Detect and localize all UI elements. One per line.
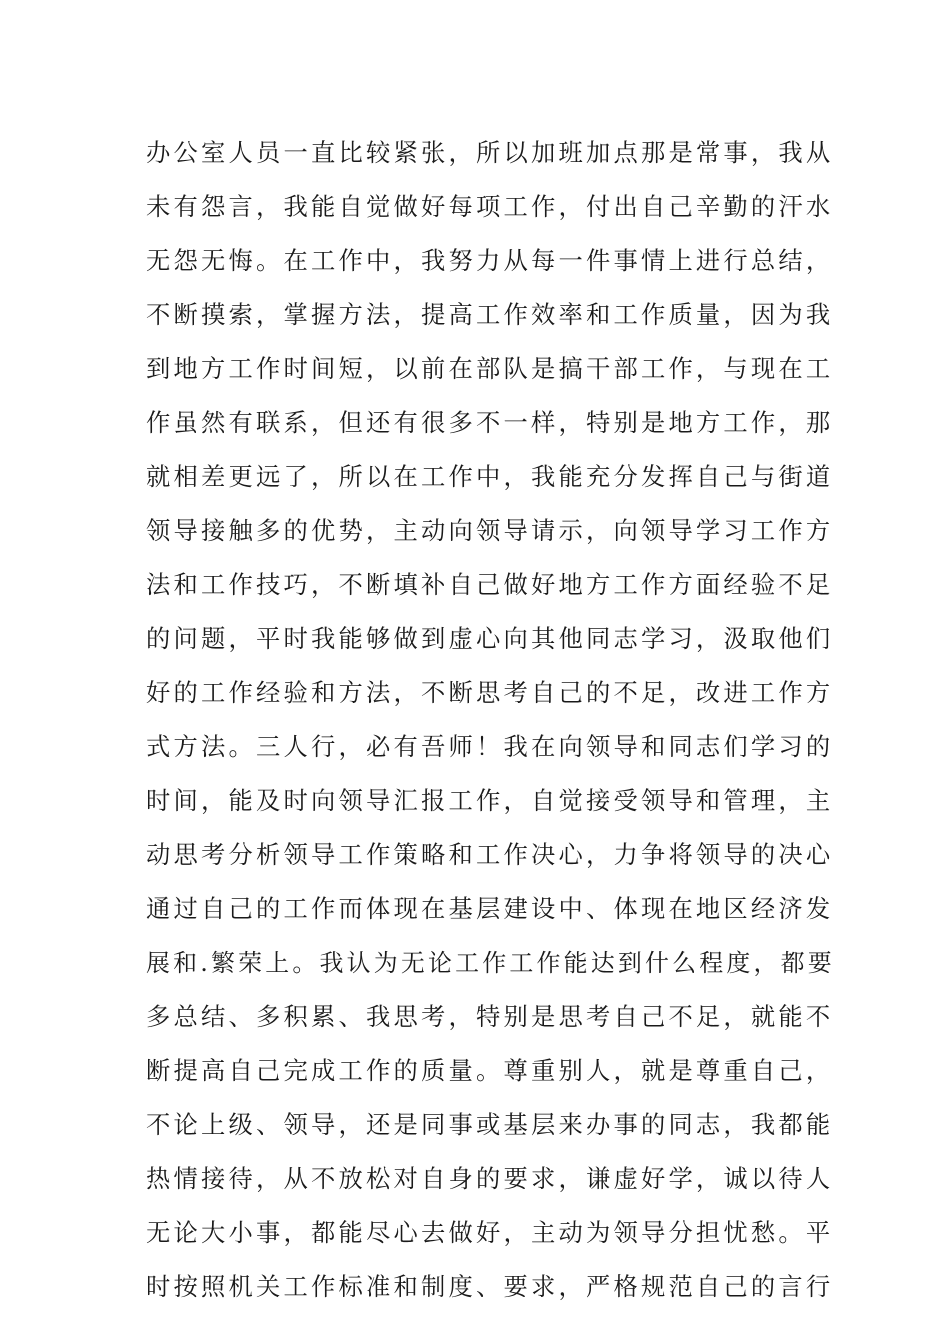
text-line: 到地方工作时间短，以前在部队是搞干部工作，与现在工 xyxy=(146,354,834,383)
text-line: 领导接触多的优势，主动向领导请示，向领导学习工作方 xyxy=(146,516,834,545)
text-line: 展和.繁荣上。我认为无论工作工作能达到什么程度，都要 xyxy=(146,949,835,977)
text-line: 不论上级、领导，还是同事或基层来办事的同志，我都能 xyxy=(146,1110,834,1139)
text-line: 热情接待，从不放松对自身的要求，谦虚好学，诚以待人 xyxy=(146,1164,834,1193)
text-line: 法和工作技巧，不断填补自己做好地方工作方面经验不足 xyxy=(146,570,834,599)
text-line: 好的工作经验和方法，不断思考自己的不足，改进工作方 xyxy=(146,678,834,707)
text-line: 断提高自己完成工作的质量。尊重别人，就是尊重自己， xyxy=(146,1056,834,1085)
text-line: 动思考分析领导工作策略和工作决心，力争将领导的决心 xyxy=(146,840,834,869)
text-line: 式方法。三人行，必有吾师！我在向领导和同志们学习的 xyxy=(146,732,834,761)
text-line: 时按照机关工作标准和制度、要求，严格规范自己的言行 xyxy=(146,1272,834,1301)
body-text xyxy=(146,126,835,1314)
text-line: 的问题，平时我能够做到虚心向其他同志学习，汲取他们 xyxy=(146,624,834,653)
text-line: 多总结、多积累、我思考，特别是思考自己不足，就能不 xyxy=(146,1002,834,1031)
text-line: 无怨无悔。在工作中，我努力从每一件事情上进行总结， xyxy=(146,246,834,275)
text-line: 通过自己的工作而体现在基层建设中、体现在地区经济发 xyxy=(146,894,834,923)
text-line: 未有怨言，我能自觉做好每项工作，付出自己辛勤的汗水 xyxy=(146,192,834,221)
text-line: 就相差更远了，所以在工作中，我能充分发挥自己与街道 xyxy=(146,462,834,491)
text-line: 办公室人员一直比较紧张，所以加班加点那是常事，我从 xyxy=(146,138,834,167)
text-line: 无论大小事，都能尽心去做好，主动为领导分担忧愁。平 xyxy=(146,1218,834,1247)
text-line: 作虽然有联系，但还有很多不一样，特别是地方工作，那 xyxy=(146,408,834,437)
text-line: 时间，能及时向领导汇报工作，自觉接受领导和管理，主 xyxy=(146,786,834,815)
text-line: 不断摸索，掌握方法，提高工作效率和工作质量，因为我 xyxy=(146,300,834,329)
